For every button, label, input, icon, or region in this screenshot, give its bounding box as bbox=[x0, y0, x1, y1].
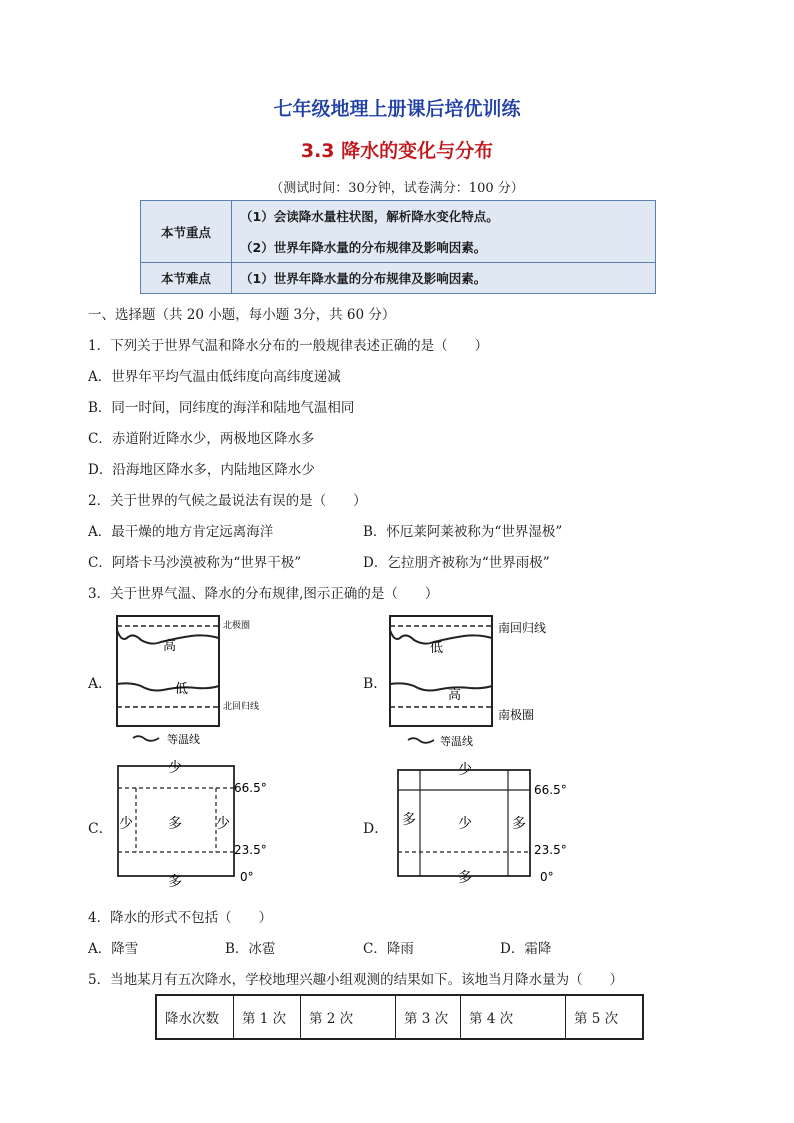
rainfall-table-header-1: 第 1 次 bbox=[234, 995, 301, 1039]
figure-b-legend: 等温线 bbox=[440, 735, 473, 748]
figure-d-left: 多 bbox=[402, 812, 416, 828]
question-2-option-c[interactable]: C．阿塔卡马沙漠被称为“世界干极” bbox=[88, 555, 302, 571]
key-points-table bbox=[140, 200, 656, 294]
figure-d-center: 少 bbox=[458, 816, 472, 832]
figure-d-top: 少 bbox=[458, 762, 472, 778]
figure-a-legend: 等温线 bbox=[167, 733, 200, 746]
figure-a-top-line: 北极圈 bbox=[223, 621, 251, 631]
rainfall-table-header-count: 降水次数 bbox=[156, 995, 234, 1039]
figure-b-lower: 高 bbox=[448, 688, 462, 703]
rainfall-table-header-2: 第 2 次 bbox=[301, 995, 396, 1039]
focus-label: 本节重点 bbox=[141, 201, 232, 263]
figure-a-isotherm-diagram bbox=[105, 612, 295, 752]
figure-b-upper: 低 bbox=[430, 641, 444, 656]
figure-a-label[interactable]: A． bbox=[88, 676, 113, 692]
lesson-title: 3.3 降水的变化与分布 bbox=[300, 140, 494, 162]
figure-c-lat-66: 66.5° bbox=[234, 781, 267, 795]
focus-item-2: （2）世界年降水量的分布规律及影响因素。 bbox=[232, 232, 656, 263]
question-2-option-d[interactable]: D．乞拉朋齐被称为“世界雨极” bbox=[363, 555, 550, 571]
question-5-stem: 5．当地某月有五次降水，学校地理兴趣小组观测的结果如下。该地当月降水量为（ ） bbox=[88, 972, 624, 988]
figure-d-lat-0: 0° bbox=[540, 870, 554, 884]
figure-b-isotherm-diagram bbox=[378, 612, 578, 752]
figure-d-lat-23: 23.5° bbox=[534, 843, 567, 857]
rainfall-table bbox=[155, 994, 644, 1040]
difficulty-item-1: （1）世界年降水量的分布规律及影响因素。 bbox=[232, 263, 656, 294]
question-4-stem: 4．降水的形式不包括（ ） bbox=[88, 910, 273, 926]
question-2-stem: 2．关于世界的气候之最说法有误的是（ ） bbox=[88, 493, 367, 509]
question-4-option-b[interactable]: B．冰雹 bbox=[225, 941, 276, 957]
question-4-option-a[interactable]: A．降雪 bbox=[88, 941, 139, 957]
figure-d-bottom: 多 bbox=[458, 870, 472, 886]
figure-d-right: 多 bbox=[512, 816, 526, 832]
figure-c-left: 少 bbox=[119, 816, 133, 832]
figure-a-upper: 高 bbox=[163, 639, 177, 654]
question-4-option-c[interactable]: C．降雨 bbox=[363, 941, 414, 957]
rainfall-table-header-4: 第 4 次 bbox=[461, 995, 566, 1039]
question-1-option-c[interactable]: C．赤道附近降水少，两极地区降水多 bbox=[88, 431, 315, 447]
figure-d-lat-66: 66.5° bbox=[534, 783, 567, 797]
question-1-stem: 1．下列关于世界气温和降水分布的一般规律表述正确的是（ ） bbox=[88, 338, 489, 354]
document-title: 七年级地理上册课后培优训练 bbox=[273, 98, 521, 120]
question-3-stem: 3．关于世界气温、降水的分布规律,图示正确的是（ ） bbox=[88, 586, 439, 602]
difficulty-label: 本节难点 bbox=[141, 263, 232, 294]
figure-c-label[interactable]: C． bbox=[88, 821, 113, 837]
question-1-option-d[interactable]: D．沿海地区降水多，内陆地区降水少 bbox=[88, 462, 315, 478]
question-2-option-b[interactable]: B．怀厄莱阿莱被称为“世界湿极” bbox=[363, 524, 563, 540]
figure-b-bottom-line: 南极圈 bbox=[498, 708, 535, 722]
rainfall-table-header-3: 第 3 次 bbox=[396, 995, 461, 1039]
figure-d-label[interactable]: D． bbox=[363, 821, 389, 837]
figure-d-precipitation-diagram bbox=[390, 756, 580, 890]
question-4-option-d[interactable]: D．霜降 bbox=[500, 941, 552, 957]
section-heading: 一、选择题（共 20 小题，每小题 3分，共 60 分） bbox=[88, 307, 396, 323]
question-1-option-a[interactable]: A．世界年平均气温由低纬度向高纬度递减 bbox=[88, 369, 341, 385]
figure-c-bottom: 多 bbox=[168, 874, 182, 890]
figure-c-center: 多 bbox=[168, 816, 182, 832]
focus-item-1: （1）会读降水量柱状图，解析降水变化特点。 bbox=[232, 201, 656, 232]
figure-c-lat-0: 0° bbox=[240, 870, 254, 884]
figure-b-label[interactable]: B． bbox=[363, 676, 388, 692]
figure-c-precipitation-diagram bbox=[110, 756, 280, 890]
question-2-option-a[interactable]: A．最干燥的地方肯定远离海洋 bbox=[88, 524, 274, 540]
figure-c-lat-23: 23.5° bbox=[234, 843, 267, 857]
figure-a-lower: 低 bbox=[175, 682, 189, 697]
figure-a-bottom-line: 北回归线 bbox=[223, 702, 260, 712]
figure-b-top-line: 南回归线 bbox=[498, 621, 547, 635]
rainfall-table-header-5: 第 5 次 bbox=[566, 995, 644, 1039]
test-info: （测试时间：30分钟，试卷满分：100 分） bbox=[270, 181, 524, 196]
question-1-option-b[interactable]: B．同一时间，同纬度的海洋和陆地气温相同 bbox=[88, 400, 355, 416]
figure-c-top: 少 bbox=[168, 760, 182, 776]
figure-c-right: 少 bbox=[216, 816, 230, 832]
